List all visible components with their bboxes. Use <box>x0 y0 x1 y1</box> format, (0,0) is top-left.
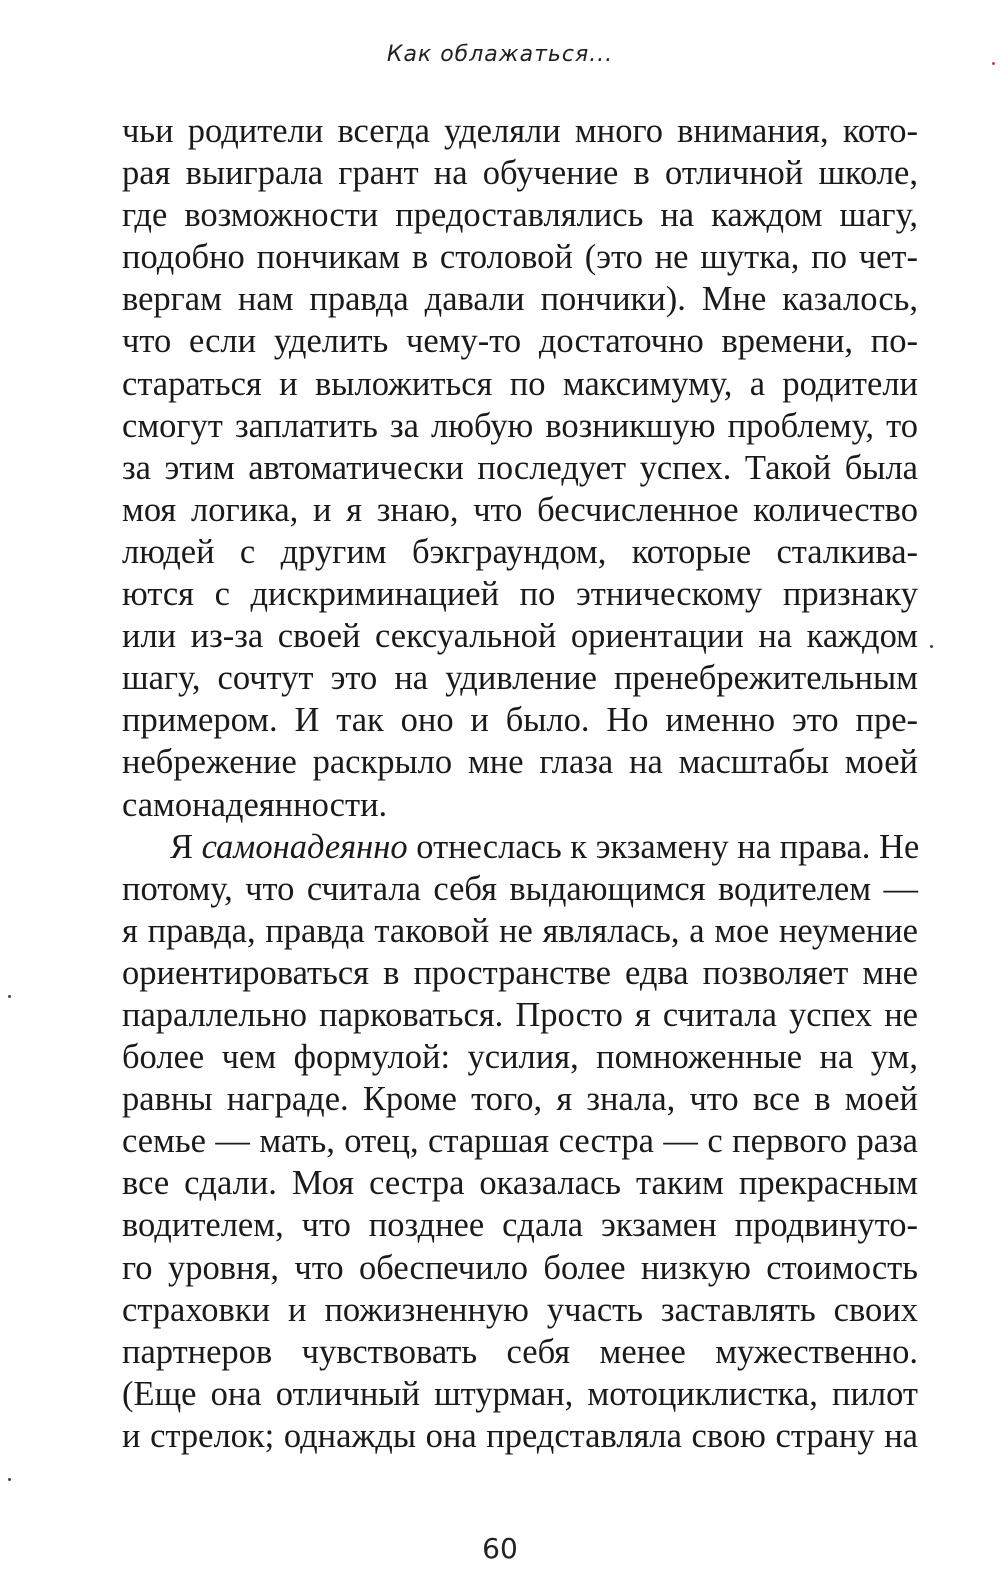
text-line: ются с дискриминацией по этническому признаку <box>122 575 918 614</box>
print-speck <box>930 645 933 648</box>
text-line: страховки и пожизненную участь заставлять своих <box>122 1290 918 1329</box>
text-line: самонадеянности. <box>122 785 388 824</box>
text-line: за этим автоматически последует успех. Такой была <box>122 448 918 487</box>
text-line: подобно пончикам в столовой (это не шутка, по чет- <box>122 238 918 277</box>
text-line: смогут заплатить за любую возникшую проблему, то <box>122 406 918 445</box>
text-line: и стрелок; однажды она представляла свою страну на <box>122 1416 918 1455</box>
text-line: параллельно парковаться. Просто я считала успех не <box>122 995 918 1034</box>
text-line: вергам нам правда давали пончики). Мне казалось, <box>122 280 918 319</box>
text-run: отнеслась к экзамену на права. Не <box>407 827 920 866</box>
print-speck <box>8 995 11 998</box>
print-speck <box>992 62 995 65</box>
text-line: стараться и выложиться по максимуму, а родители <box>122 364 918 403</box>
text-line: семье — мать, отец, старшая сестра — с первого раза <box>122 1122 918 1161</box>
text-line: я правда, правда таковой не являлась, а мое неумение <box>122 911 918 950</box>
page-number: 60 <box>482 1532 518 1565</box>
body-text <box>122 110 918 1457</box>
text-line: где возможности предоставлялись на каждом шагу, <box>122 196 918 235</box>
text-run: Я <box>170 827 202 866</box>
text-line: или из-за своей сексуальной ориентации на каждом <box>122 617 918 656</box>
text-line: равны награде. Кроме того, я знала, что все в моей <box>122 1080 918 1119</box>
text-line: рая выиграла грант на обучение в отличной школе, <box>122 154 918 193</box>
text-line: чьи родители всегда уделяли много внимания, кото- <box>122 112 918 150</box>
text-line: что если уделить чему-то достаточно времени, по- <box>122 322 918 361</box>
text-line: небрежение раскрыло мне глаза на масштабы моей <box>122 743 918 782</box>
text-line: ориентироваться в пространстве едва позволяет мне <box>122 953 918 992</box>
text-line: го уровня, что обеспечило более низкую стоимость <box>122 1248 918 1287</box>
text-line: водителем, что позднее сдала экзамен продвинуто- <box>122 1206 918 1245</box>
text-line: примером. И так оно и было. Но именно это пре- <box>122 701 918 740</box>
text-line: шагу, сочтут это на удивление пренебрежительным <box>122 659 918 698</box>
text-line: людей с другим бэкграундом, которые сталкива- <box>122 532 918 571</box>
running-head: Как облажаться... <box>386 42 614 67</box>
text-line: все сдали. Моя сестра оказалась таким прекрасным <box>122 1164 918 1203</box>
text-line-first <box>122 826 918 868</box>
text-line: более чем формулой: усилия, помноженные на ум, <box>122 1038 918 1077</box>
emphasized-word: самонадеянно <box>201 827 408 866</box>
text-line: потому, что считала себя выдающимся водителем — <box>122 869 918 908</box>
paragraph-1 <box>122 110 918 826</box>
text-line: партнеров чувствовать себя менее мужественно. <box>122 1332 918 1371</box>
text-line: моя логика, и я знаю, что бесчисленное количество <box>122 490 918 529</box>
paragraph-2 <box>122 826 918 1457</box>
print-speck <box>8 1478 11 1481</box>
text-line: (Еще она отличный штурман, мотоциклистка, пилот <box>122 1374 918 1413</box>
